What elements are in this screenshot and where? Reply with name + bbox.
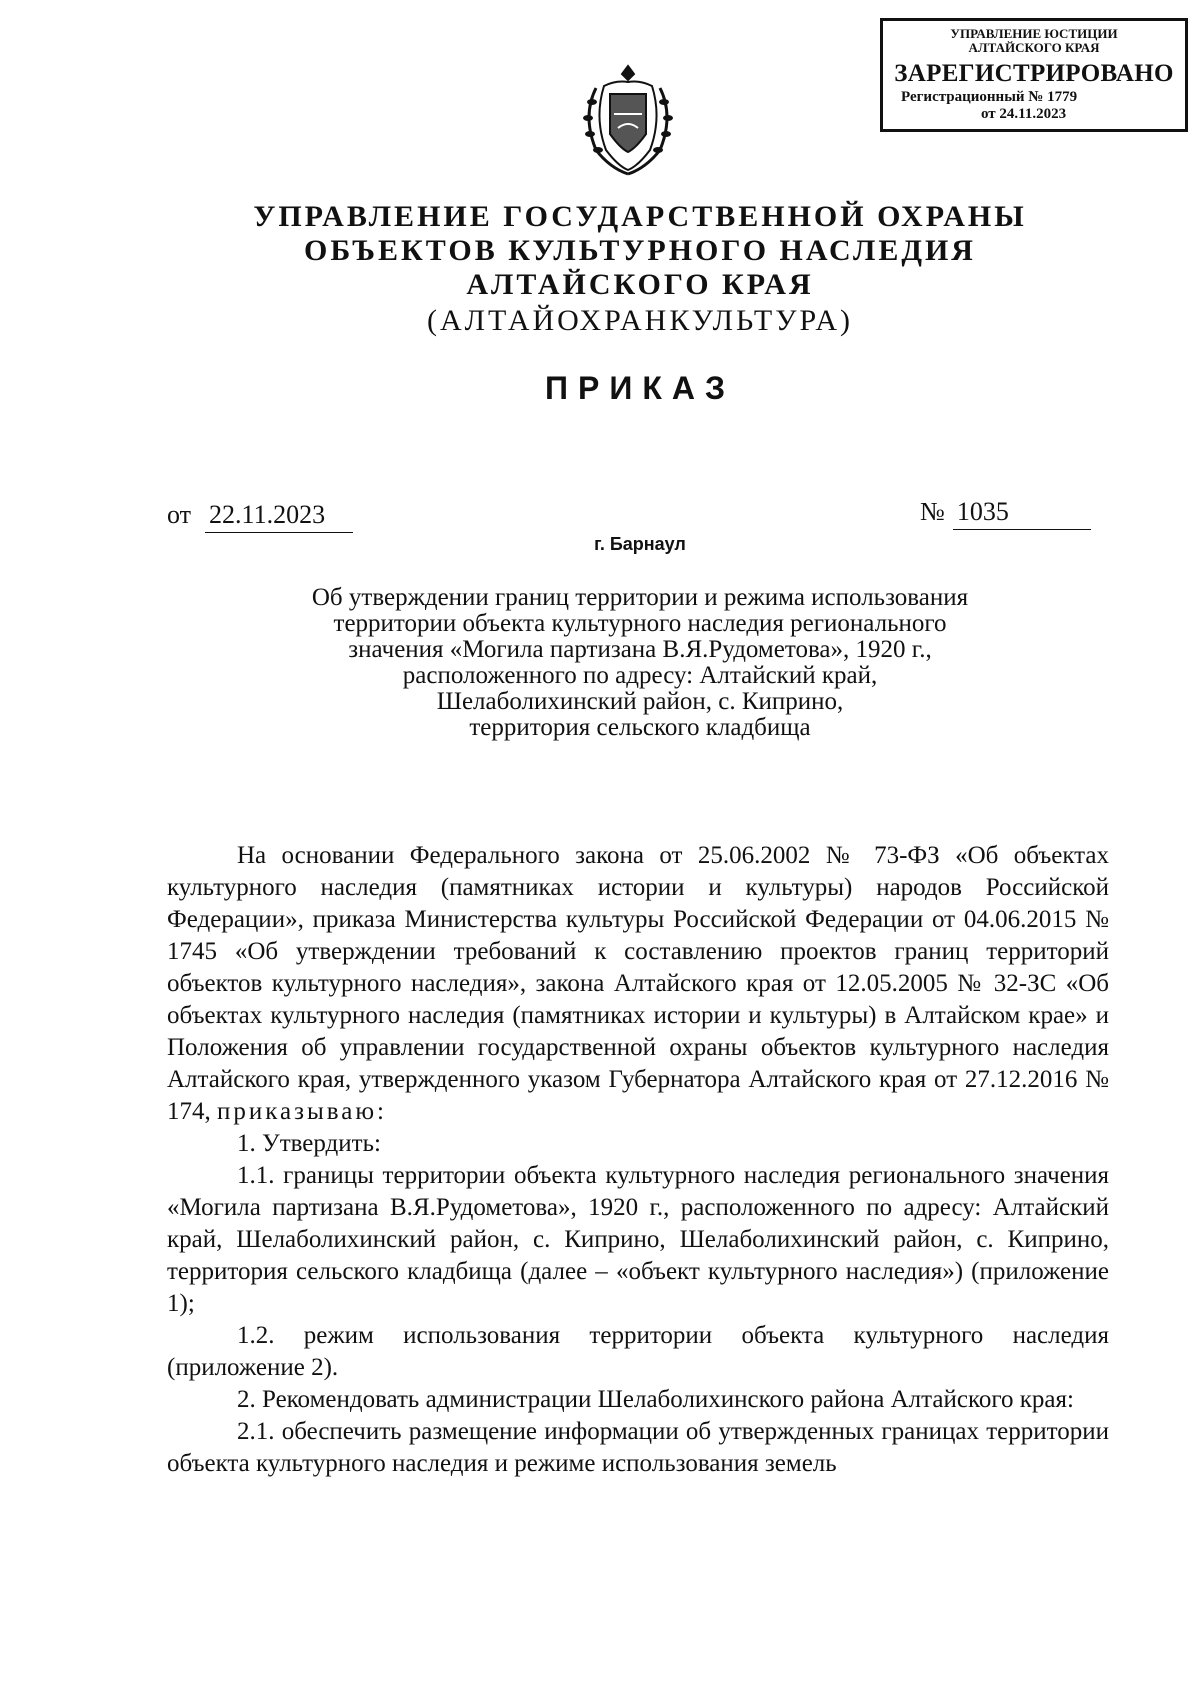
item-2-1: 2.1. обеспечить размещение информации об утвержденных границах территории объекта культурного наследия и режиме использования земель [167,1418,1109,1477]
preamble-text: На основании Федерального закона от 25.06.2002 № 73-ФЗ «Об объектах культурного наследия (памятниках истории и культуры) народов Российской Федерации», приказа Министерства культуры Российской Федерации от 04.06.2015 № 1745 «Об утверждении требований к составлению проектов границ территорий объектов культурного наследия», закона Алтайского края от 12.05.2005 № 32-ЗС «Об объектах культурного наследия (памятниках истории и культуры) в Алтайском крае» и Положения об управлении государственной охраны объектов культурного наследия Алтайского края, утвержденного указом Губернатора Алтайского края от 27.12.2016 № 174, [167,842,1109,1125]
order-word: приказываю: [217,1098,387,1125]
stamp-org-line2: АЛТАЙСКОГО КРАЯ [968,40,1100,55]
item-1-2: 1.2. режим использования территории объекта культурного наследия (приложение 2). [167,1322,1109,1381]
date-value: 22.11.2023 [205,500,353,533]
registration-stamp [880,18,1188,132]
order-body [167,840,1109,1480]
subject-line: Шелаболихинский район, с. Киприно, [436,688,844,715]
order-number [920,497,1091,530]
agency-header [0,200,1200,338]
stamp-reg-date: от 24.11.2023 [981,106,1067,122]
document-type: ПРИКАЗ [544,370,736,406]
item-2: 2. Рекомендовать администрации Шелаболихинского района Алтайского края: [237,1386,1074,1413]
date-prefix: от [167,500,192,529]
subject-line: расположенного по адресу: Алтайский край, [402,662,878,689]
subject-line: Об утверждении границ территории и режима использования [311,584,969,611]
stamp-reg-number: Регистрационный № 1779 [901,89,1078,105]
agency-line: УПРАВЛЕНИЕ ГОСУДАРСТВЕННОЙ ОХРАНЫ [253,200,1027,233]
coat-of-arms-icon [574,58,682,176]
item-1-1: 1.1. границы территории объекта культурного наследия регионального значения «Могила партизана В.Я.Рудометова», 1920 г., расположенного по адресу: Алтайский край, Шелаболихинский район, с. Киприно, Шелаболихинский район, с. Киприно, территория сельского кладбища (далее – «объект культурного наследия») (приложение 1); [167,1162,1109,1317]
item-1: 1. Утвердить: [237,1130,381,1157]
agency-line: АЛТАЙСКОГО КРАЯ [466,268,814,301]
subject-line: территории объекта культурного наследия регионального [333,610,947,637]
stamp-org-line1: УПРАВЛЕНИЕ ЮСТИЦИИ [950,26,1118,41]
subject-line: территория сельского кладбища [469,714,811,741]
order-subject [160,585,1120,741]
subject-line: значения «Могила партизана В.Я.Рудометова», 1920 г., [348,636,932,663]
order-date [167,500,353,533]
number-prefix: № [920,497,945,526]
agency-short-name: (АЛТАЙОХРАНКУЛЬТУРА) [427,304,853,337]
city: г. Барнаул [594,534,686,554]
stamp-status: ЗАРЕГИСТРИРОВАНО [894,60,1174,87]
number-value: 1035 [953,497,1091,530]
preamble-paragraph [167,840,1109,1128]
agency-line: ОБЪЕКТОВ КУЛЬТУРНОГО НАСЛЕДИЯ [304,234,976,267]
